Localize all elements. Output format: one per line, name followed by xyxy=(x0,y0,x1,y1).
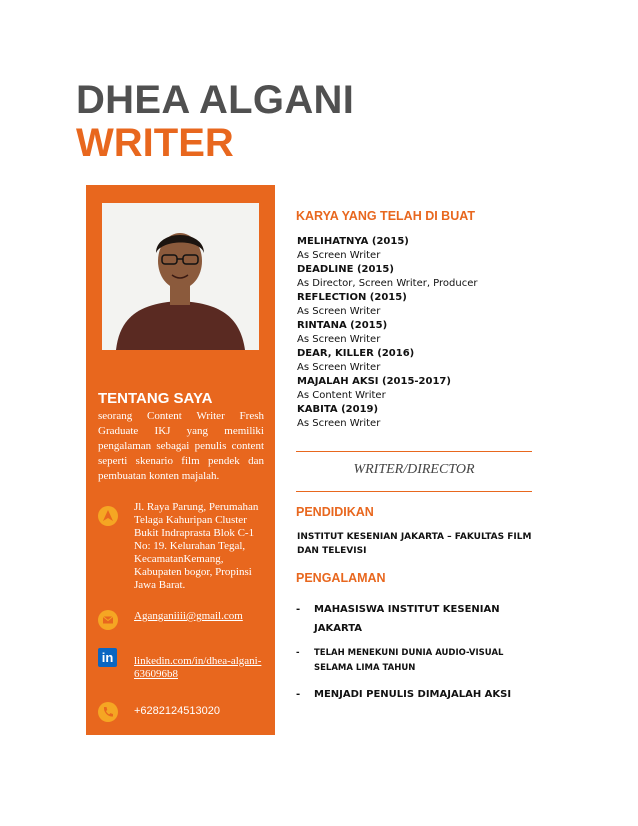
experience-item xyxy=(296,687,534,702)
experience-text: MENJADI PENULIS DIMAJALAH AKSI xyxy=(314,689,512,700)
work-item xyxy=(297,403,478,431)
resume-role: WRITER xyxy=(76,121,234,165)
work-title: REFLECTION (2015) xyxy=(297,292,407,303)
divider-top xyxy=(296,451,532,452)
experience-item xyxy=(296,646,534,676)
work-item xyxy=(297,235,478,263)
education-text: INSTITUT KESENIAN JAKARTA – FAKULTAS FILM DAN TELEVISI xyxy=(297,532,532,556)
bullet-dash: - xyxy=(296,648,300,658)
work-title: MELIHATNYA (2015) xyxy=(297,236,409,247)
work-role: As Director, Screen Writer, Producer xyxy=(297,278,478,289)
work-title: RINTANA (2015) xyxy=(297,320,388,331)
work-item xyxy=(297,319,478,347)
work-item xyxy=(297,347,478,375)
works-list xyxy=(297,235,478,431)
profile-photo xyxy=(102,203,259,350)
work-role: As Screen Writer xyxy=(297,250,381,261)
experience-text: TELAH MENEKUNI DUNIA AUDIO-VISUAL SELAMA LIMA TAHUN xyxy=(314,648,504,673)
address-text: Jl. Raya Parung, Perumahan Telaga Kahuripan Cluster Bukit Indraprasta Blok C-1 No: 19. Kelurahan Tegal, KecamatanKemang, Kabupaten bogor, Propinsi Jawa Barat. xyxy=(134,501,259,591)
linkedin-icon: in xyxy=(98,648,117,667)
about-text: seorang Content Writer Fresh Graduate IKJ yang memiliki pengalaman sebagai penulis content seperti skenario film pendek dan pembuatan konten majalah. xyxy=(98,410,264,482)
email-link[interactable]: Aganganiiii@gmail.com xyxy=(134,610,243,622)
work-role: As Screen Writer xyxy=(297,334,381,345)
work-role: As Screen Writer xyxy=(297,362,381,373)
experience-heading: PENGALAMAN xyxy=(296,571,386,585)
work-item xyxy=(297,375,478,403)
divider-bottom xyxy=(296,491,532,492)
work-title: KABITA (2019) xyxy=(297,404,379,415)
work-item xyxy=(297,291,478,319)
experience-text: MAHASISWA INSTITUT KESENIAN JAKARTA xyxy=(314,604,500,634)
bullet-dash: - xyxy=(296,604,301,615)
work-title: MAJALAH AKSI (2015-2017) xyxy=(297,376,451,387)
works-heading: KARYA YANG TELAH DI BUAT xyxy=(296,209,475,223)
resume-name: DHEA ALGANI xyxy=(76,78,355,122)
work-title: DEADLINE (2015) xyxy=(297,264,394,275)
phone-icon xyxy=(98,702,118,722)
work-role: As Screen Writer xyxy=(297,418,381,429)
email-icon xyxy=(98,610,118,630)
work-role: As Content Writer xyxy=(297,390,386,401)
work-role: As Screen Writer xyxy=(297,306,381,317)
tagline: WRITER/DIRECTOR xyxy=(353,462,475,477)
education-heading: PENDIDIKAN xyxy=(296,505,374,519)
work-title: DEAR, KILLER (2016) xyxy=(297,348,415,359)
about-heading: TENTANG SAYA xyxy=(98,390,213,407)
linkedin-link[interactable]: linkedin.com/in/dhea-algani-636096b8 xyxy=(134,655,262,680)
experience-item xyxy=(296,600,534,638)
bullet-dash: - xyxy=(296,689,301,700)
location-icon xyxy=(98,506,118,526)
work-item xyxy=(297,263,478,291)
phone-number: +6282124513020 xyxy=(134,705,220,717)
sidebar xyxy=(86,185,275,735)
